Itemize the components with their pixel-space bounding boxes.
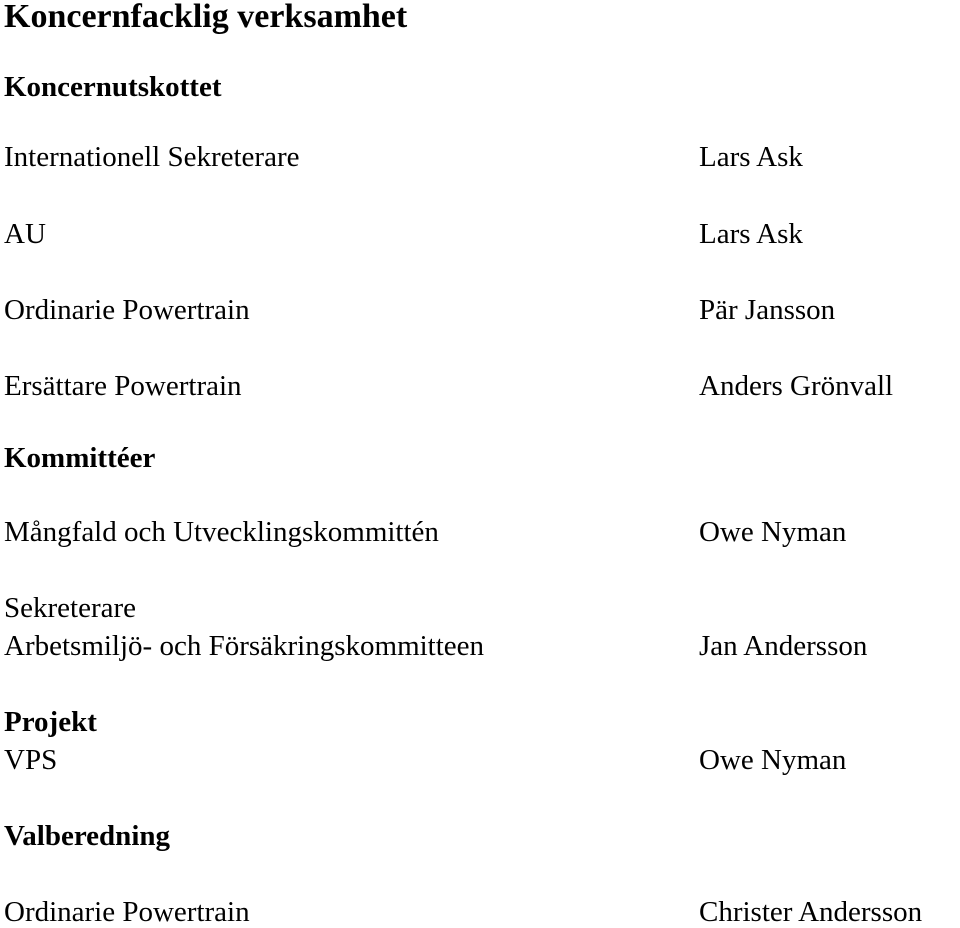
section-heading-valberedning: Valberedning	[4, 820, 170, 852]
role-label: Ordinarie Powertrain	[4, 896, 250, 928]
role-label: AU	[4, 218, 46, 250]
role-label: Ordinarie Powertrain	[4, 294, 250, 326]
role-label: VPS	[4, 744, 58, 776]
member-name: Owe Nyman	[699, 744, 847, 776]
member-name: Pär Jansson	[699, 294, 836, 326]
section-heading-projekt: Projekt	[4, 706, 97, 738]
member-name: Christer Andersson	[699, 896, 923, 928]
member-name: Lars Ask	[699, 141, 803, 173]
role-label: Internationell Sekreterare	[4, 141, 300, 173]
role-label: Ersättare Powertrain	[4, 370, 242, 402]
member-name: Lars Ask	[699, 218, 803, 250]
member-name: Jan Andersson	[699, 630, 868, 662]
page-title: Koncernfacklig verksamhet	[4, 0, 408, 35]
section-heading-kommitteer: Kommittéer	[4, 442, 156, 474]
member-name: Owe Nyman	[699, 516, 847, 548]
role-label: Sekreterare	[4, 592, 137, 624]
role-label: Mångfald och Utvecklingskommittén	[4, 516, 439, 548]
section-heading-koncernutskottet: Koncernutskottet	[4, 71, 222, 103]
role-label: Arbetsmiljö- och Försäkringskommitteen	[4, 630, 485, 662]
member-name: Anders Grönvall	[699, 370, 894, 402]
